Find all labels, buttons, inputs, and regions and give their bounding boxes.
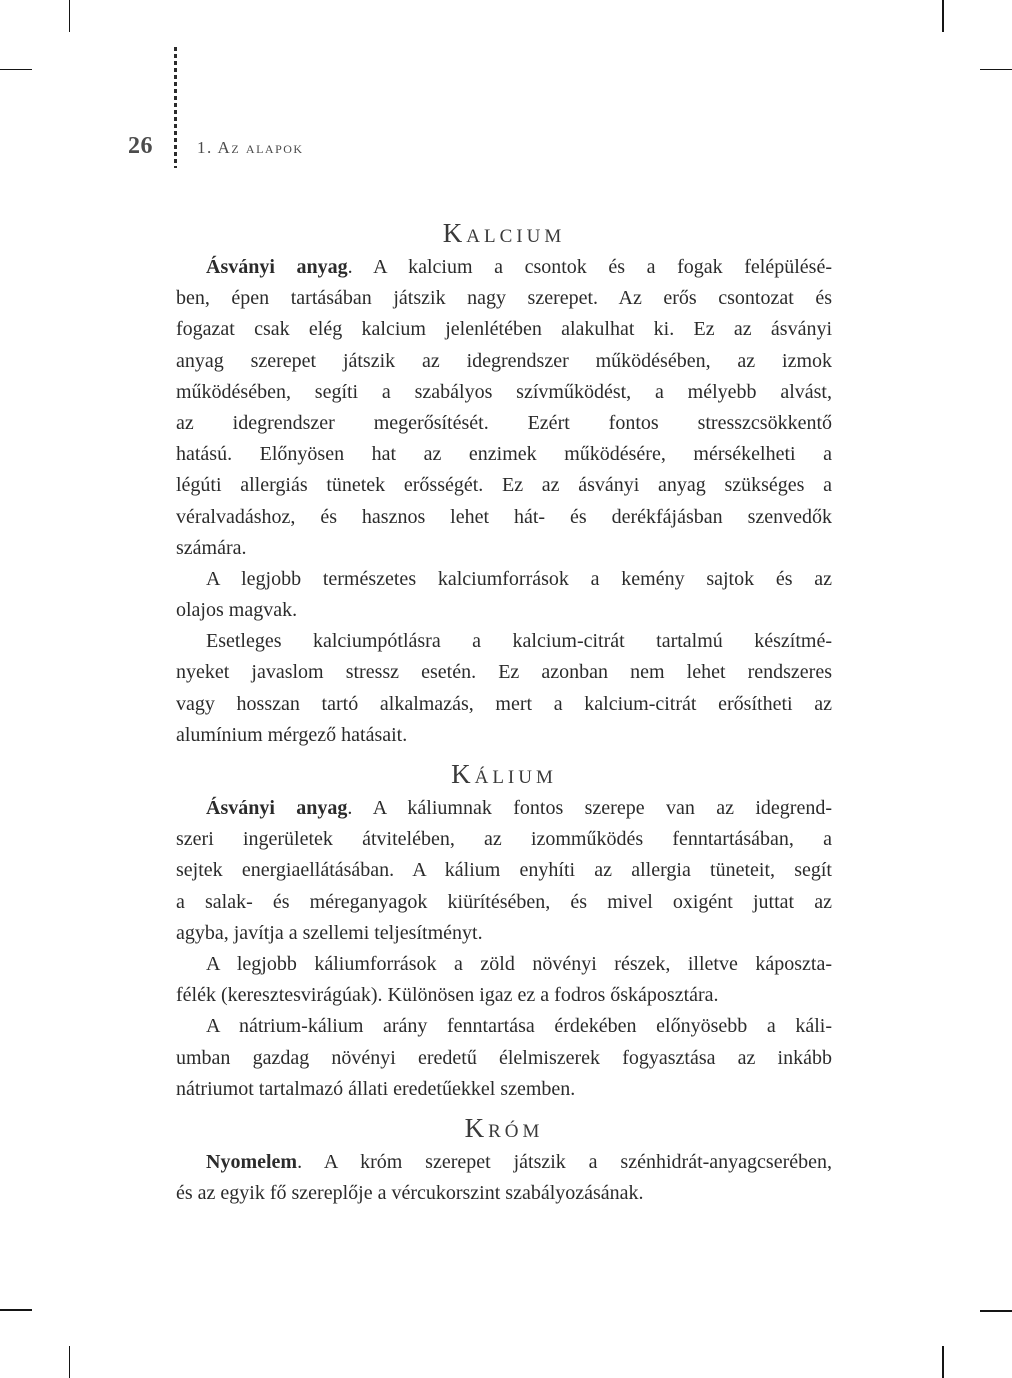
text-line-rest: . A króm szerepet játszik a szénhidrát-anyagcserében, — [297, 1150, 832, 1173]
section-title-kalium: Kálium — [451, 759, 557, 789]
paragraph — [176, 1011, 832, 1105]
text-line: A legjobb természetes kalciumforrások a kemény sajtok és az — [206, 567, 832, 590]
text-line: nátriumot tartalmazó állati eredetűekkel szemben. — [176, 1077, 576, 1100]
text-line: alumínium mérgező hatásait. — [176, 723, 408, 746]
text-line: A nátrium-kálium arány fenntartása érdekében előnyösebb a káli- — [206, 1015, 832, 1038]
text-line: agyba, javítja a szellemi teljesítményt. — [176, 921, 483, 944]
section-title-kalcium: Kalcium — [442, 218, 566, 248]
text-line-rest: . A kalcium a csontok és a fogak felépülésé- — [347, 256, 832, 278]
text-line: umban gazdag növényi eredetű élelmiszerek fogyasztása az inkább — [176, 1046, 832, 1069]
crop-mark-top-left-vertical — [69, 0, 71, 32]
paragraph — [176, 564, 832, 626]
text-line — [176, 252, 832, 283]
text-line: számára. — [176, 536, 247, 559]
text-line: az idegrendszer megerősítését. Ezért fontos stresszcsökkentő — [176, 411, 832, 434]
crop-mark-top-right-vertical — [942, 0, 944, 32]
text-line: ben, épen tartásában játszik nagy szerepet. Az erős csontozat és — [176, 287, 832, 310]
section-kalcium — [176, 216, 832, 751]
text-line: Esetleges kalciumpótlásra a kalcium-citrát tartalmú készítmé- — [206, 630, 832, 653]
text-line: a salak- és méreganyagok kiürítésében, és mivel oxigént juttat az — [176, 890, 832, 913]
text-line — [176, 793, 832, 824]
section-title-krom: Króm — [464, 1112, 544, 1143]
page-number: 26 — [128, 133, 153, 159]
paragraph — [176, 793, 832, 949]
text-line: fogazat csak elég kalcium jelenlétében alakulhat ki. Ez az ásványi — [176, 318, 832, 341]
text-line: nyeket javaslom stressz esetén. Ez azonban nem lehet rendszeres — [176, 661, 832, 684]
text-line: működésében, segíti a szabályos szívműködést, a mélyebb alvást, — [176, 380, 832, 403]
page-content — [176, 216, 832, 1209]
text-line: félék (keresztesvirágúak). Különösen igaz ez a fodros őskáposztára. — [176, 984, 719, 1007]
header-dotted-rule — [174, 47, 177, 168]
paragraph-lead: Nyomelem — [206, 1150, 298, 1173]
paragraph-lead: Ásványi anyag — [206, 797, 348, 819]
crop-mark-bottom-left-vertical — [69, 1346, 71, 1378]
paragraph — [176, 626, 832, 751]
crop-mark-bottom-right-horizontal — [980, 1310, 1012, 1312]
paragraph-lead: Ásványi anyag — [206, 256, 348, 278]
text-line: A legjobb káliumforrások a zöld növényi részek, illetve káposzta- — [206, 952, 832, 975]
text-line: vagy hosszan tartó alkalmazás, mert a kalcium-citrát erősítheti az — [176, 692, 832, 715]
paragraph — [176, 949, 832, 1011]
crop-mark-top-left-horizontal — [0, 69, 32, 71]
text-line: véralvadáshoz, és hasznos lehet hát- és derékfájásban szenvedők — [176, 505, 832, 528]
text-line: anyag szerepet játszik az idegrendszer működésében, az izmok — [176, 349, 832, 372]
paragraph — [176, 252, 832, 564]
chapter-running-head: 1. Az alapok — [197, 138, 304, 157]
text-line: légúti allergiás tünetek erősségét. Ez az ásványi anyag szükséges a — [176, 474, 832, 497]
text-line-rest: . A káliumnak fontos szerepe van az idegrend- — [347, 797, 833, 819]
text-line: hatású. Előnyösen hat az enzimek működésére, mérsékelheti a — [176, 443, 832, 466]
section-kalium — [176, 757, 832, 1105]
paragraph — [176, 1147, 832, 1209]
section-krom — [176, 1111, 832, 1209]
crop-mark-bottom-left-horizontal — [0, 1309, 32, 1311]
text-line: sejtek energiaellátásában. A kálium enyhíti az allergia tüneteit, segít — [176, 859, 832, 882]
crop-mark-top-right-horizontal — [980, 69, 1012, 71]
text-line: szeri ingerületek átvitelében, az izomműködés fenntartásában, a — [176, 828, 832, 851]
text-line: és az egyik fő szereplője a vércukorszint szabályozásának. — [176, 1182, 644, 1205]
text-line — [176, 1147, 832, 1178]
crop-mark-bottom-right-vertical — [942, 1346, 944, 1378]
text-line: olajos magvak. — [176, 599, 298, 622]
